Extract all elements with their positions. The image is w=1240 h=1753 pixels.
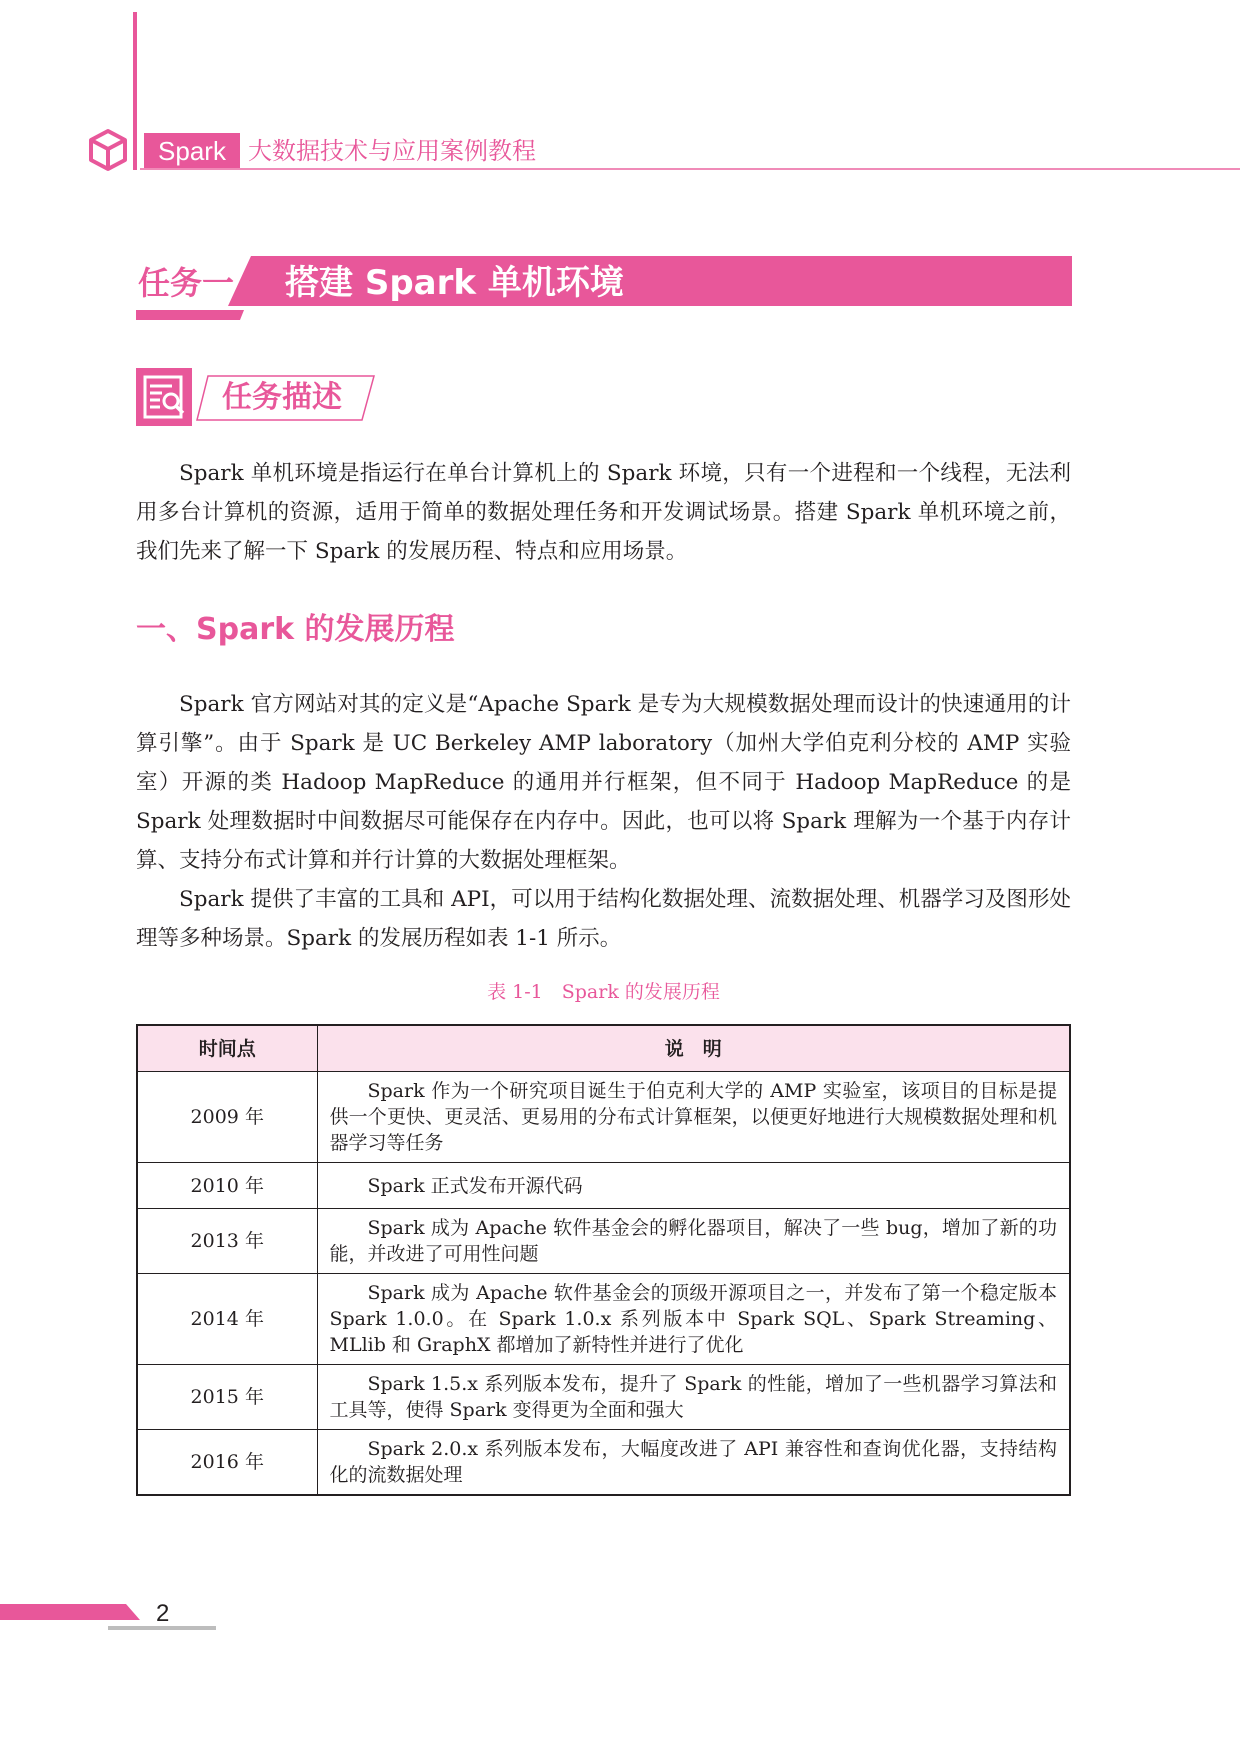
task-number: 任务一 xyxy=(138,264,235,302)
header-rule xyxy=(140,168,1240,170)
header-vertical-bar xyxy=(133,12,137,170)
cube-icon xyxy=(88,128,128,172)
body-paragraph: Spark 官方网站对其的定义是“Apache Spark 是专为大规模数据处理而设计的快速通用的计算引擎”。由于 Spark 是 UC Berkeley AMP laboratory（加州大学伯克利分校的 AMP 实验室）开源的类 Hadoop MapReduce 的通用并行框架，但不同于 Hadoop MapReduce 的是 Spark 处理数据时中间数据尽可能保存在内存中。因此，也可以将 Spark 理解为一个基于内存计算、支持分布式计算和并行计算的大数据处理框架。 xyxy=(136,692,1071,873)
year-cell: 2010 年 xyxy=(137,1163,317,1209)
history-table xyxy=(136,1024,1071,1496)
year-cell: 2013 年 xyxy=(137,1209,317,1274)
year-cell: 2014 年 xyxy=(137,1274,317,1365)
table-row xyxy=(137,1163,1070,1209)
table-row xyxy=(137,1209,1070,1274)
table-row xyxy=(137,1365,1070,1430)
column-header: 说 明 xyxy=(317,1025,1070,1072)
year-cell: 2015 年 xyxy=(137,1365,317,1430)
description-cell: Spark 2.0.x 系列版本发布，大幅度改进了 API 兼容性和查询优化器，支持结构化的流数据处理 xyxy=(317,1430,1070,1496)
description-cell: Spark 1.5.x 系列版本发布，提升了 Spark 的性能，增加了一些机器学习算法和工具等，使得 Spark 变得更为全面和强大 xyxy=(317,1365,1070,1430)
body-paragraph: Spark 提供了丰富的工具和 API，可以用于结构化数据处理、流数据处理、机器学习及图形处理等多种场景。Spark 的发展历程如表 1-1 所示。 xyxy=(136,887,1071,951)
year-cell: 2009 年 xyxy=(137,1072,317,1163)
section-heading: 一、Spark 的发展历程 xyxy=(136,612,455,647)
intro-paragraph: Spark 单机环境是指运行在单台计算机上的 Spark 环境，只有一个进程和一个线程，无法利用多台计算机的资源，适用于简单的数据处理任务和开发调试场景。搭建 Spark 单机环境之前，我们先来了解一下 Spark 的发展历程、特点和应用场景。 xyxy=(136,461,1071,564)
table-row xyxy=(137,1430,1070,1496)
header-tab: Spark xyxy=(144,133,240,169)
table-row xyxy=(137,1072,1070,1163)
table-caption: 表 1-1 Spark 的发展历程 xyxy=(487,981,720,1003)
footer-bar xyxy=(0,1604,140,1620)
description-cell: Spark 正式发布开源代码 xyxy=(317,1163,1070,1209)
page-number: 2 xyxy=(156,1600,170,1627)
table-row xyxy=(137,1274,1070,1365)
book-title: 大数据技术与应用案例教程 xyxy=(248,137,536,165)
description-cell: Spark 成为 Apache 软件基金会的顶级开源项目之一，并发布了第一个稳定版本 Spark 1.0.0。在 Spark 1.0.x 系列版本中 Spark SQL、Spark Streaming、MLlib 和 GraphX 都增加了新特性并进行了优化 xyxy=(317,1274,1070,1365)
description-cell: Spark 作为一个研究项目诞生于伯克利大学的 AMP 实验室，该项目的目标是提供一个更快、更灵活、更易用的分布式计算框架，以便更好地进行大规模数据处理和机器学习等任务 xyxy=(317,1072,1070,1163)
description-cell: Spark 成为 Apache 软件基金会的孵化器项目，解决了一些 bug，增加了新的功能，并改进了可用性问题 xyxy=(317,1209,1070,1274)
section-label: 任务描述 xyxy=(222,380,342,415)
year-cell: 2016 年 xyxy=(137,1430,317,1496)
task-title: 搭建 Spark 单机环境 xyxy=(285,263,624,303)
table-header-row xyxy=(137,1025,1070,1072)
column-header: 时间点 xyxy=(137,1025,317,1072)
magnifier-document-icon xyxy=(136,368,192,426)
